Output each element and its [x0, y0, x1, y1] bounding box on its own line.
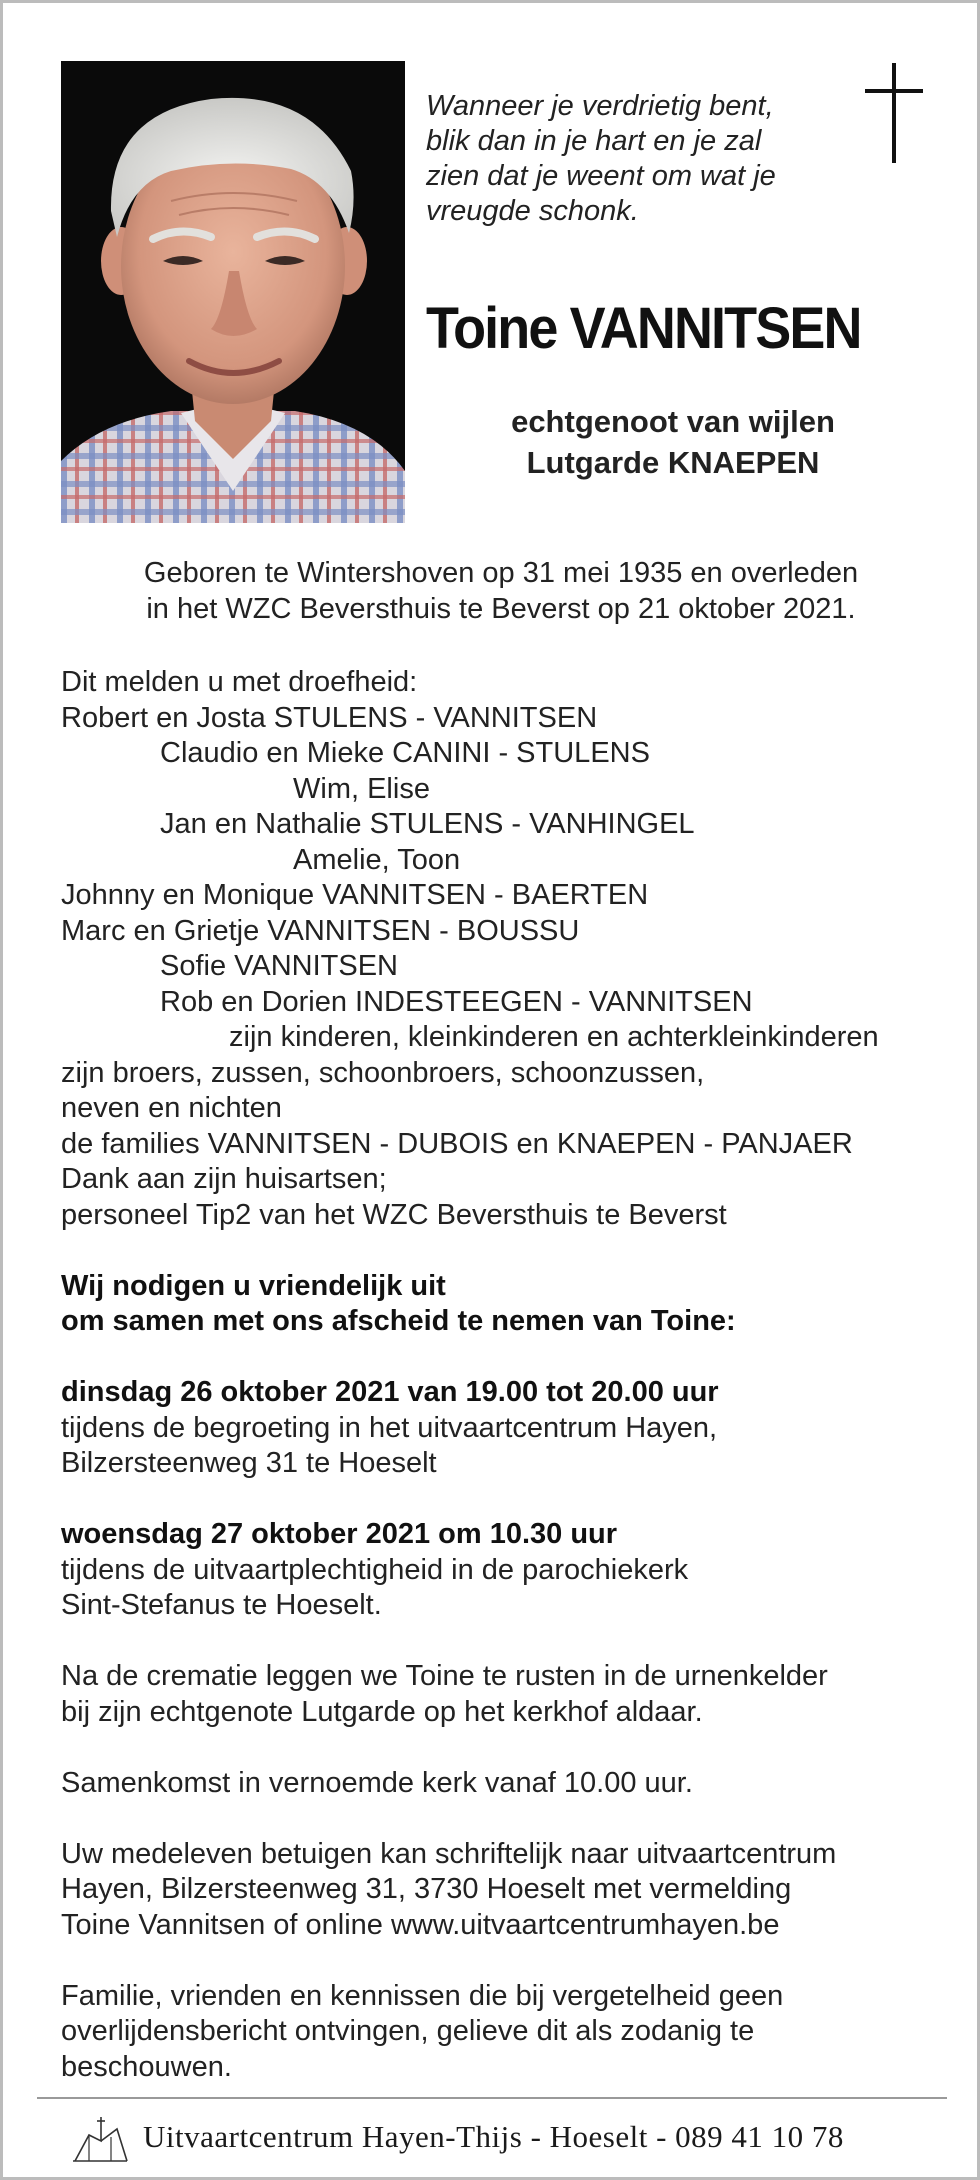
- family-line: zijn broers, zussen, schoonbroers, schoonzussen,: [61, 1056, 705, 1089]
- family-line: Amelie, Toon: [293, 843, 461, 876]
- obituary-body: [61, 665, 951, 2085]
- event2-title: woensdag 27 oktober 2021 om 10.30 uur: [61, 1518, 618, 1550]
- family-line: Jan en Nathalie STULENS - VANHINGEL: [160, 808, 695, 840]
- cross-icon: [865, 63, 925, 163]
- birth-death-info: [61, 555, 941, 627]
- condolence-line: Toine Vannitsen of online www.uitvaartcentrumhayen.be: [61, 1908, 780, 1941]
- thanks-line: personeel Tip2 van het WZC Beversthuis te Beverst: [61, 1198, 727, 1231]
- invite-line: om samen met ons afscheid te nemen van Toine:: [61, 1305, 736, 1337]
- family-line: Wim, Elise: [293, 772, 430, 805]
- deceased-name: Toine VANNITSEN: [426, 296, 861, 361]
- birth-death-line: Geboren te Wintershoven op 31 mei 1935 en overleden: [143, 557, 859, 589]
- family-line: neven en nichten: [61, 1092, 282, 1124]
- invite-line: Wij nodigen u vriendelijk uit: [61, 1269, 446, 1302]
- poem-line: vreugde schonk.: [426, 195, 639, 227]
- gathering-line: Samenkomst in vernoemde kerk vanaf 10.00 uur.: [61, 1766, 693, 1799]
- family-line: Rob en Dorien INDESTEEGEN - VANNITSEN: [160, 985, 753, 1018]
- event2-line: Sint-Stefanus te Hoeselt.: [61, 1589, 382, 1621]
- condolence-line: Uw medeleven betuigen kan schriftelijk naar uitvaartcentrum: [61, 1837, 837, 1870]
- spouse-line: Lutgarde KNAEPEN: [526, 445, 820, 480]
- family-line: Sofie VANNITSEN: [160, 950, 398, 982]
- cremation-line: Na de crematie leggen we Toine te rusten in de urnenkelder: [61, 1660, 828, 1692]
- poem-line: zien dat je weent om wat je: [426, 160, 776, 192]
- event1-title: dinsdag 26 oktober 2021 van 19.00 tot 20.00 uur: [61, 1376, 719, 1408]
- event1-line: Bilzersteenweg 31 te Hoeselt: [61, 1447, 437, 1479]
- footer: [71, 2111, 931, 2163]
- notice-line: Familie, vrienden en kennissen die bij vergetelheid geen: [61, 1979, 784, 2012]
- birth-death-line: in het WZC Beversthuis te Beverst op 21 oktober 2021.: [146, 593, 856, 625]
- portrait-illustration: [61, 61, 405, 523]
- church-outline-icon: [71, 2111, 129, 2163]
- condolence-line: Hayen, Bilzersteenweg 31, 3730 Hoeselt met vermelding: [61, 1873, 792, 1905]
- poem-line: blik dan in je hart en je zal: [426, 125, 762, 157]
- spouse-line: echtgenoot van wijlen: [511, 404, 835, 439]
- thanks-line: Dank aan zijn huisartsen;: [61, 1163, 387, 1195]
- event1-line: tijdens de begroeting in het uitvaartcentrum Hayen,: [61, 1411, 718, 1444]
- spouse-info: [433, 401, 913, 483]
- poem-line: Wanneer je verdrietig bent,: [426, 90, 774, 122]
- family-line: zijn kinderen, kleinkinderen en achterkleinkinderen: [229, 1021, 879, 1053]
- footer-text: Uitvaartcentrum Hayen-Thijs - Hoeselt - 089 41 10 78: [143, 2119, 844, 2154]
- cremation-line: bij zijn echtgenote Lutgarde op het kerkhof aldaar.: [61, 1695, 703, 1728]
- poem: [426, 89, 846, 229]
- event2-line: tijdens de uitvaartplechtigheid in de parochiekerk: [61, 1553, 689, 1586]
- family-line: Robert en Josta STULENS - VANNITSEN: [61, 701, 598, 734]
- portrait-photo: [61, 61, 405, 523]
- notice-line: beschouwen.: [61, 2050, 232, 2083]
- notice-line: overlijdensbericht ontvingen, gelieve dit als zodanig te: [61, 2015, 755, 2047]
- footer-divider: [37, 2097, 947, 2099]
- family-line: Marc en Grietje VANNITSEN - BOUSSU: [61, 914, 580, 947]
- family-line: Claudio en Mieke CANINI - STULENS: [160, 737, 650, 769]
- announce-intro: Dit melden u met droefheid:: [61, 666, 418, 698]
- family-line: de families VANNITSEN - DUBOIS en KNAEPEN - PANJAER: [61, 1127, 853, 1160]
- family-line: Johnny en Monique VANNITSEN - BAERTEN: [61, 879, 649, 911]
